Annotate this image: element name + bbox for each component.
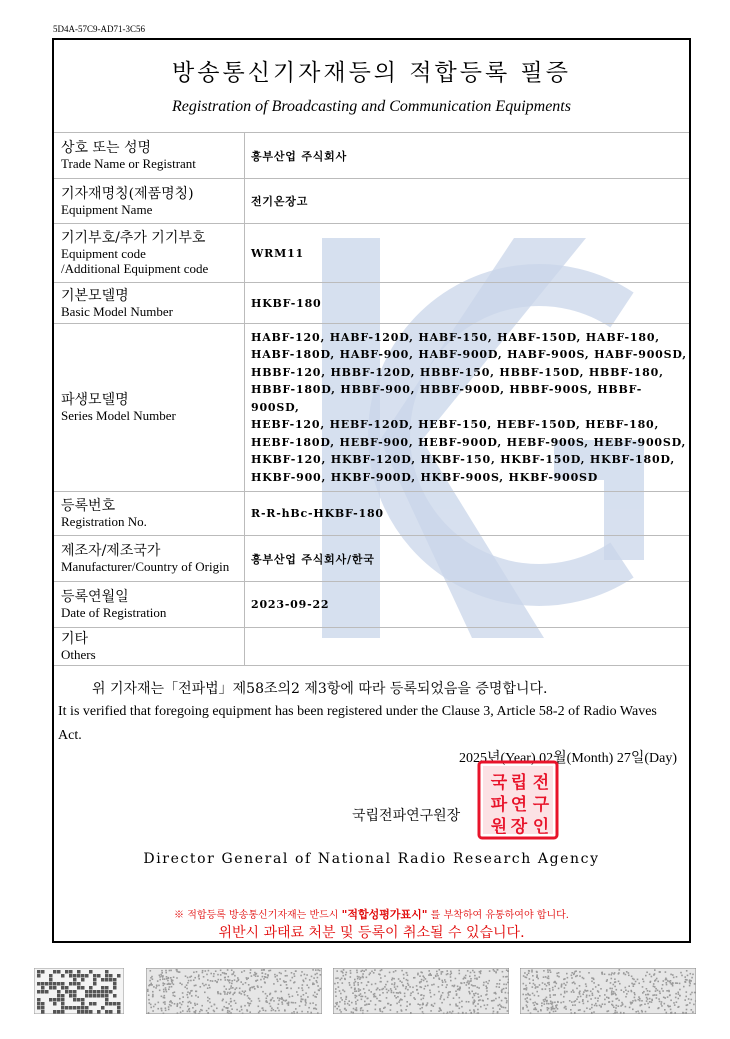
series-line: HABF-120, HABF-120D, HABF-150, HABF-150D, HABF-180, <box>251 330 660 344</box>
label-english: Date of Registration <box>61 605 167 620</box>
issue-date: 2025년(Year) 02월(Month) 27일(Day) <box>458 751 677 766</box>
row-equipment-code <box>54 224 689 283</box>
value-others <box>245 628 690 666</box>
security-pattern-3 <box>520 968 696 1014</box>
label-cell <box>54 133 245 179</box>
label-english: Trade Name or Registrant <box>61 156 196 171</box>
series-line: HEBF-120, HEBF-120D, HEBF-150, HEBF-150D, HEBF-180, <box>251 418 660 432</box>
series-line: HBBF-180D, HBBF-900, HBBF-900D, HBBF-900S, HBBF-900SD, <box>251 383 643 414</box>
label-cell <box>54 283 245 324</box>
row-trade-name <box>54 133 689 179</box>
label-korean: 등록연월일 <box>61 589 129 605</box>
value-equipment-code: WRM11 <box>245 224 690 283</box>
notice-mark-requirement <box>54 906 689 922</box>
label-english: Equipment code <box>61 246 146 261</box>
row-series-model <box>54 324 689 492</box>
label-english: Equipment Name <box>61 201 153 217</box>
signer-english: Director General of National Radio Research Agency <box>143 851 600 867</box>
value-basic-model: HKBF-180 <box>245 283 690 324</box>
registration-table <box>54 132 689 666</box>
label-korean: 파생모델명 <box>61 392 129 408</box>
title-korean: 방송통신기자재등의 적합등록 필증 <box>172 60 571 86</box>
seal-char: 국 <box>490 773 508 793</box>
label-english: Basic Model Number <box>61 303 173 319</box>
label-korean: 제조자/제조국가 <box>61 543 161 559</box>
label-cell <box>54 324 245 492</box>
value-series-models <box>245 324 690 492</box>
label-english: Registration No. <box>61 514 147 529</box>
label-cell <box>54 582 245 628</box>
label-korean: 기자재명칭(제품명칭) <box>61 185 194 202</box>
label-cell <box>54 536 245 582</box>
signer-korean: 국립전파연구원장 <box>352 808 461 824</box>
label-english: Manufacturer/Country of Origin <box>61 559 230 574</box>
qr-code-image <box>34 968 124 1014</box>
row-manufacturer <box>54 536 689 582</box>
label-korean: 기타 <box>61 631 89 647</box>
label-english: Series Model Number <box>61 408 176 423</box>
row-registration-date <box>54 582 689 628</box>
row-equipment-name <box>54 179 689 224</box>
row-basic-model <box>54 283 689 324</box>
notice-penalty-warning: 위반시 과태료 처분 및 등록이 취소될 수 있습니다. <box>218 925 525 941</box>
security-pattern-2 <box>333 968 509 1014</box>
notice-mark-label: "적합성평가표시" <box>341 908 428 921</box>
certification-statement-english: It is verified that foregoing equipment has been registered under the Clause 3, Article 58-2 of Radio Waves Act. <box>58 704 657 743</box>
series-line: HKBF-900, HKBF-900D, HKBF-900S, HKBF-900SD <box>251 470 599 484</box>
value-registration-date: 2023-09-22 <box>245 582 690 628</box>
seal-char: 장 <box>510 817 528 837</box>
official-seal-stamp <box>477 760 559 840</box>
label-cell <box>54 179 245 224</box>
series-line: HEBF-180D, HEBF-900, HEBF-900D, HEBF-900S, HEBF-900SD, <box>251 435 687 449</box>
seal-char: 원 <box>490 817 508 837</box>
label-english-additional: /Additional Equipment code <box>61 261 209 276</box>
seal-char: 전 <box>532 773 550 793</box>
label-korean: 등록번호 <box>61 498 116 514</box>
notice-prefix: ※ 적합등록 방송통신기자재는 반드시 <box>174 910 339 921</box>
notice-suffix: 를 부착하여 유통하여야 합니다. <box>430 910 569 921</box>
document-id: 5D4A-57C9-AD71-3C56 <box>53 24 145 34</box>
label-cell <box>54 492 245 536</box>
value-manufacturer: 흥부산업 주식회사/한국 <box>245 536 690 582</box>
label-korean: 상호 또는 성명 <box>61 140 152 156</box>
certificate-frame <box>52 38 691 943</box>
title-english: Registration of Broadcasting and Communication Equipments <box>172 98 571 115</box>
seal-char: 립 <box>510 773 528 793</box>
label-cell <box>54 628 245 666</box>
seal-char: 연 <box>510 795 528 815</box>
certification-statement-korean: 위 기자재는「전파법」제58조의2 제3항에 따라 등록되었음을 증명합니다. <box>92 681 548 697</box>
series-line: HKBF-120, HKBF-120D, HKBF-150, HKBF-150D, HKBF-180D, <box>251 453 675 467</box>
security-pattern-1 <box>146 968 322 1014</box>
row-registration-no <box>54 492 689 536</box>
label-cell <box>54 224 245 283</box>
seal-char: 구 <box>532 795 550 815</box>
label-korean: 기기부호/추가 기기부호 <box>61 230 206 246</box>
seal-char: 파 <box>490 795 508 815</box>
label-korean: 기본모델명 <box>61 287 129 304</box>
value-equipment-name: 전기온장고 <box>245 179 690 224</box>
value-trade-name: 흥부산업 주식회사 <box>245 133 690 179</box>
series-line: HABF-180D, HABF-900, HABF-900D, HABF-900S, HABF-900SD, <box>251 348 687 362</box>
series-line: HBBF-120, HBBF-120D, HBBF-150, HBBF-150D, HBBF-180, <box>251 365 664 379</box>
label-english: Others <box>61 647 96 662</box>
seal-char: 인 <box>532 817 550 837</box>
row-others <box>54 628 689 666</box>
value-registration-no: R-R-hBc-HKBF-180 <box>245 492 690 536</box>
